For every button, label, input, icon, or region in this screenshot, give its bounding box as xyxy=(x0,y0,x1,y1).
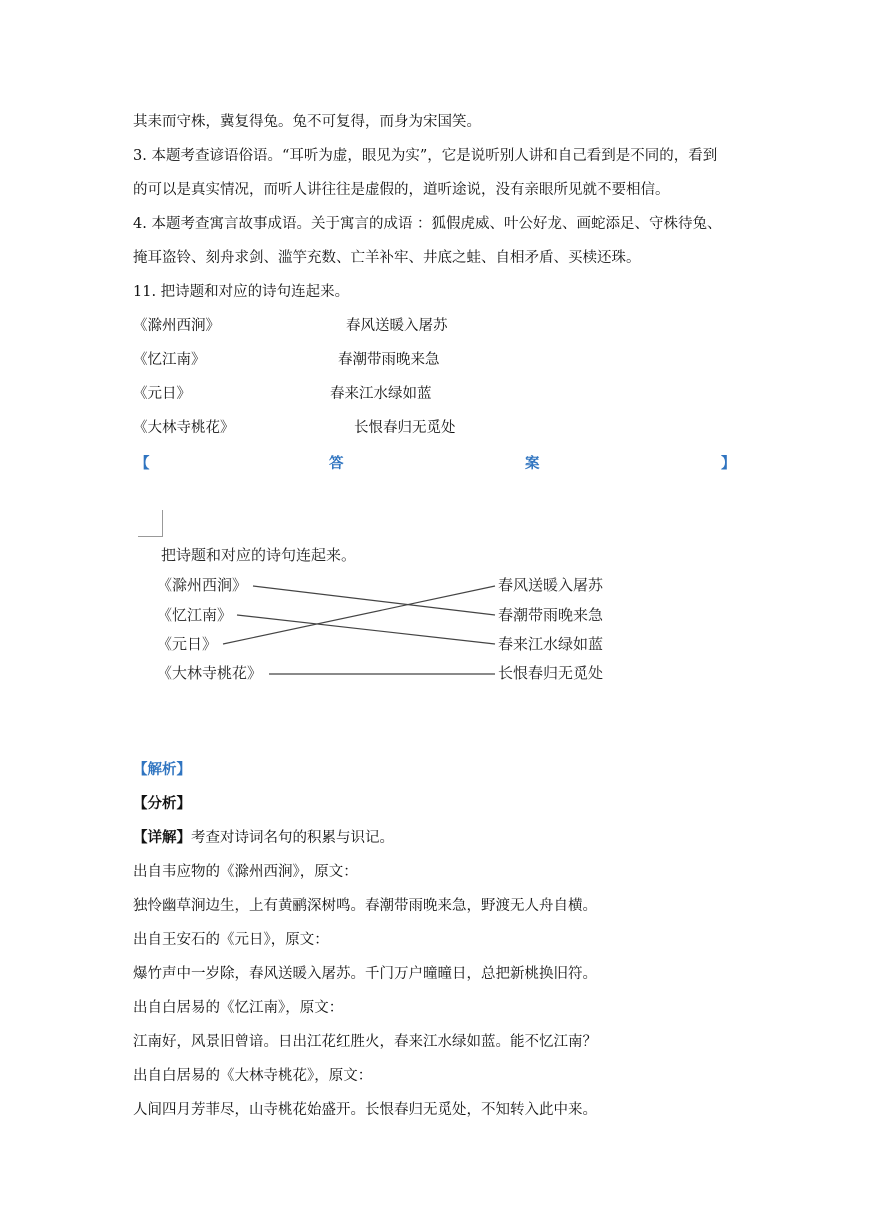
text-line: 独怜幽草涧边生，上有黄鹂深树鸣。春潮带雨晚来急，野渡无人舟自横。 xyxy=(133,898,597,914)
connector-lines xyxy=(223,586,495,674)
poem-title: 《元日》 xyxy=(133,386,191,402)
text-line: 出自王安石的《元日》，原文： xyxy=(133,932,329,948)
poem-line: 长恨春归无觅处 xyxy=(354,420,456,436)
detail-label: 【详解】 xyxy=(133,829,191,846)
analysis-heading: 【解析】 xyxy=(133,761,191,778)
text-line: 的可以是真实情况，而听人讲往往是虚假的，道听途说，没有亲眼所见就不要相信。 xyxy=(133,182,670,198)
text-line: 出自白居易的《忆江南》，原文： xyxy=(133,1000,344,1016)
detail-line xyxy=(133,828,394,848)
poem-line: 春风送暖入屠苏 xyxy=(346,318,448,334)
poem-title: 《忆江南》 xyxy=(133,352,206,368)
text-line: 人间四月芳菲尽，山寺桃花始盛开。长恨春归无觅处，不知转入此中来。 xyxy=(133,1102,597,1118)
poem-line: 春来江水绿如蓝 xyxy=(330,386,432,402)
connector-line xyxy=(237,615,495,644)
connector-line xyxy=(253,586,495,615)
answer-char: 案 xyxy=(525,455,540,472)
text-line: 出自白居易的《大林寺桃花》，原文： xyxy=(133,1068,373,1084)
answer-figure xyxy=(133,510,613,690)
text-line: 爆竹声中一岁除，春风送暖入屠苏。千门万户曈曈日，总把新桃换旧符。 xyxy=(133,966,597,982)
connector-line xyxy=(223,586,495,644)
figure-line: 长恨春归无觅处 xyxy=(498,664,604,682)
answer-char: 答 xyxy=(329,455,344,472)
question-title: 11. 把诗题和对应的诗句连起来。 xyxy=(133,284,350,300)
answer-bracket-open: 【 xyxy=(135,455,150,472)
poem-title: 《大林寺桃花》 xyxy=(133,420,235,436)
text-line: 其耒而守株，冀复得兔。兔不可复得，而身为宋国笑。 xyxy=(133,114,481,130)
text-line: 掩耳盗铃、刻舟求剑、滥竽充数、亡羊补牢、井底之蛙、自相矛盾、买椟还珠。 xyxy=(133,250,641,266)
figure-title: 《大林寺桃花》 xyxy=(157,664,263,682)
figure-line: 春来江水绿如蓝 xyxy=(498,635,604,653)
text-line: 4. 本题考查寓言故事成语。关于寓言的成语 ：狐假虎威、叶公好龙、画蛇添足、守株待兔、 xyxy=(133,216,722,232)
figure-title: 《元日》 xyxy=(157,635,218,653)
text-line: 3. 本题考查谚语俗语。“耳听为虚，眼见为实”，它是说听别人讲和自己看到是不同的，看到 xyxy=(133,148,718,164)
text-line: 出自韦应物的《滁州西涧》，原文： xyxy=(133,864,358,880)
figure-line: 春潮带雨晚来急 xyxy=(498,606,604,624)
figure-line: 春风送暖入屠苏 xyxy=(498,576,604,594)
detail-text: 考查对诗词名句的积累与识记。 xyxy=(191,830,394,846)
text-line: 江南好，风景旧曾谙。日出江花红胜火，春来江水绿如蓝。能不忆江南？ xyxy=(133,1034,597,1050)
poem-title: 《滁州西涧》 xyxy=(133,318,220,334)
figure-instruction: 把诗题和对应的诗句连起来。 xyxy=(161,546,357,564)
figure-title: 《忆江南》 xyxy=(157,606,233,624)
poem-line: 春潮带雨晚来急 xyxy=(338,352,440,368)
figure-title: 《滁州西涧》 xyxy=(157,576,248,594)
analysis-subheading: 【分析】 xyxy=(133,795,191,812)
answer-header xyxy=(133,452,736,474)
answer-bracket-close: 】 xyxy=(721,455,736,472)
